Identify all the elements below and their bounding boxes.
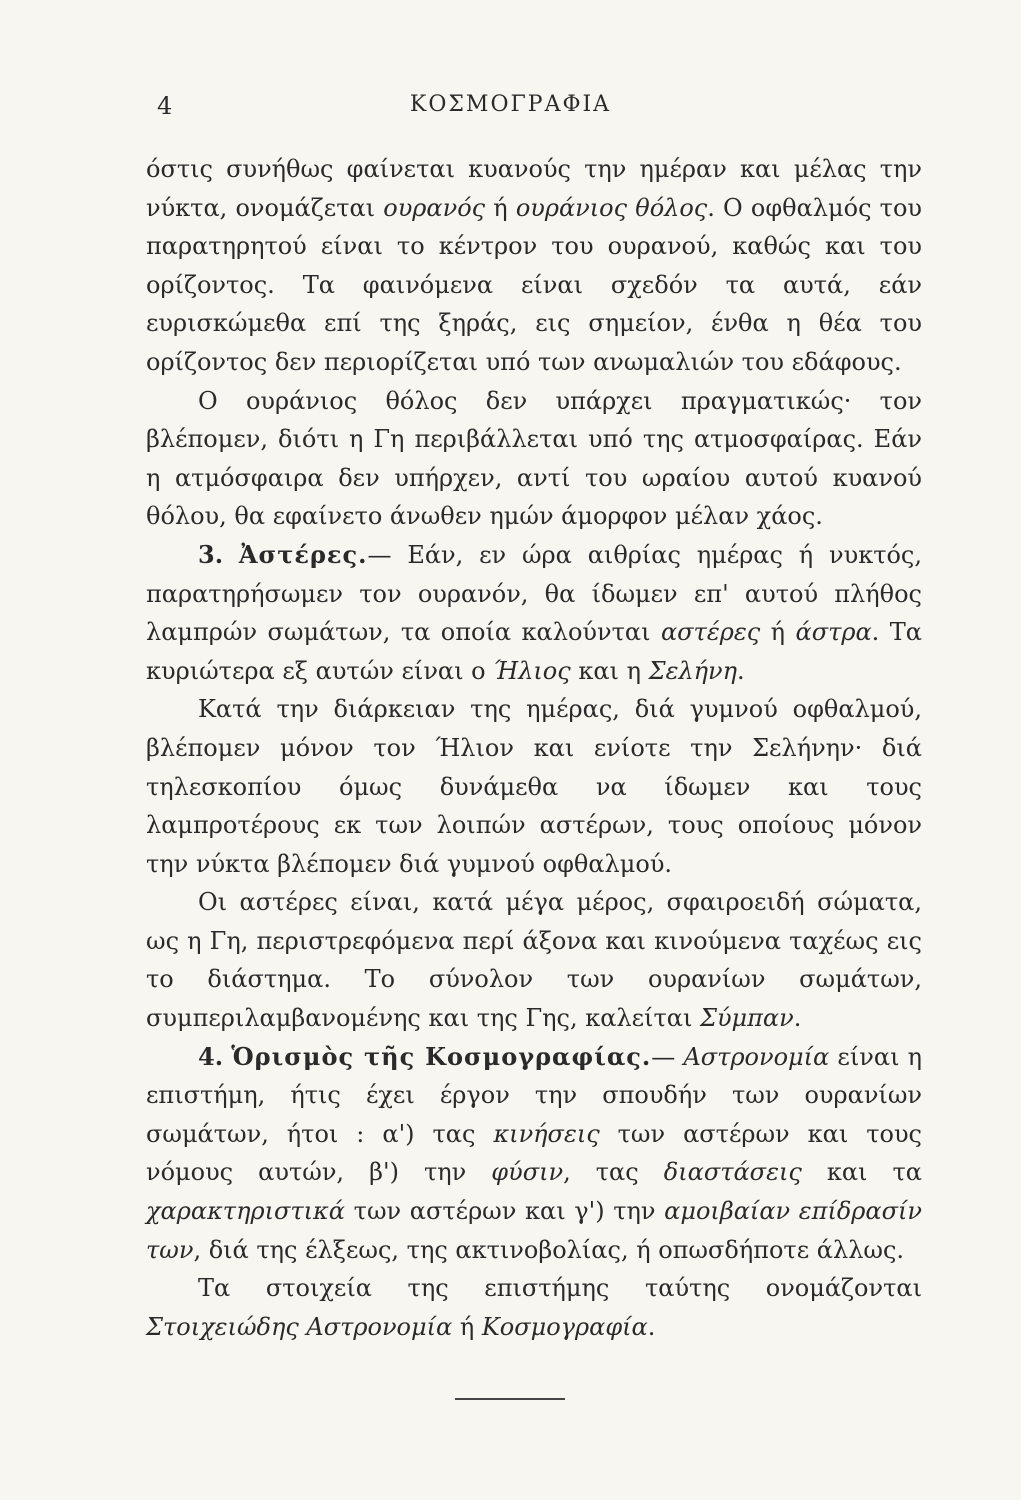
term-ouranos: ουρανός bbox=[383, 193, 486, 222]
paragraph-5: Οι αστέρες είναι, κατά μέγα μέρος, σφαιροειδή σώματα, ως η Γη, περιστρεφόμενα περί άξονα και κινούμενα ταχέως εις το διάστημα. Το σύνολον των ουρανίων σωμάτων, συμπεριλαμβανομένης και της Γης, καλείται Σύμπαν. bbox=[146, 888, 922, 1033]
page-header bbox=[0, 92, 1021, 132]
section-number: 4. bbox=[198, 1041, 224, 1071]
section-4: 4. Ὁρισμὸς τῆς Κοσμογραφίας.— Αστρονομία είναι η επιστήμη, ήτις έχει έργον την σπουδήν των ουρανίων σωμάτων, ήτοι : α') τας κινήσεις των αστέρων και τους νόμους αυτών, β') την φύσιν, τας διαστάσεις και τα χαρακτηριστικά των αστέρων και γ') την αμοιβαίαν επίδρασίν των, διά της έλξεως, της ακτινοβολίας, ή οπωσδήποτε άλλως. bbox=[146, 1041, 923, 1264]
term-ouranios-tholos: ουράνιος θόλος bbox=[515, 193, 708, 222]
running-title: ΚΟΣΜΟΓΡΑΦΙΑ bbox=[409, 92, 612, 117]
paragraph-1: όστις συνήθως φαίνεται κυανούς την ημέραν και μέλας την νύκτα, ονομάζεται ουρανός ή ουράνιος θόλος. Ο οφθαλμός του παρατηρητού είναι το κέντρον του ουρανού, καθώς και του ορίζοντος. Τα φαινόμενα είναι σχεδόν τα αυτά, εάν ευρισκώμεθα επί της ξηράς, εις σημείον, ένθα η θέα του ορίζοντος δεν περιορίζεται υπό των ανωμαλιών του εδάφους. bbox=[146, 155, 922, 376]
paragraph-2: Ο ουράνιος θόλος δεν υπάρχει πραγματικώς· τον βλέπομεν, διότι η Γη περιβάλλεται υπό της ατμοσφαίρας. Εάν η ατμόσφαιρα δεν υπήρχεν, αντί του ωραίου αυτού κυανού θόλου, θα εφαίνετο άνωθεν ημών άμορφον μέλαν χάος. bbox=[146, 386, 922, 531]
section-3: 3. Ἀστέρες.— Εάν, εν ώρα αιθρίας ημέρας ή νυκτός, παρατηρήσωμεν τον ουρανόν, θα ίδωμεν επ' αυτού πλήθος λαμπρών σωμάτων, τα οποία καλούνται αστέρες ή άστρα. Τα κυριώτερα εξ αυτών είναι ο Ήλιος και η Σελήνη. bbox=[146, 539, 922, 685]
section-heading: Ὁρισμὸς τῆς Κοσμογραφίας. bbox=[231, 1041, 652, 1071]
body-text bbox=[146, 150, 922, 1346]
paragraph-4: Κατά την διάρκειαν της ημέρας, διά γυμνού οφθαλμού, βλέπομεν μόνον τον Ήλιον και ενίοτε την Σελήνην· διά τηλεσκοπίου όμως δυνάμεθα να ίδωμεν και τους λαμπροτέρους εκ των λοιπών αστέρων, τους οποίους μόνον την νύκτα βλέπομεν διά γυμνού οφθαλμού. bbox=[146, 695, 922, 878]
section-number: 3. bbox=[198, 539, 224, 569]
section-heading: Ἀστέρες. bbox=[238, 539, 368, 569]
page-number: 4 bbox=[157, 92, 173, 120]
paragraph-7: Τα στοιχεία της επιστήμης ταύτης ονομάζονται Στοιχειώδης Αστρονομία ή Κοσμογραφία. bbox=[146, 1274, 922, 1341]
end-rule bbox=[455, 1398, 565, 1400]
